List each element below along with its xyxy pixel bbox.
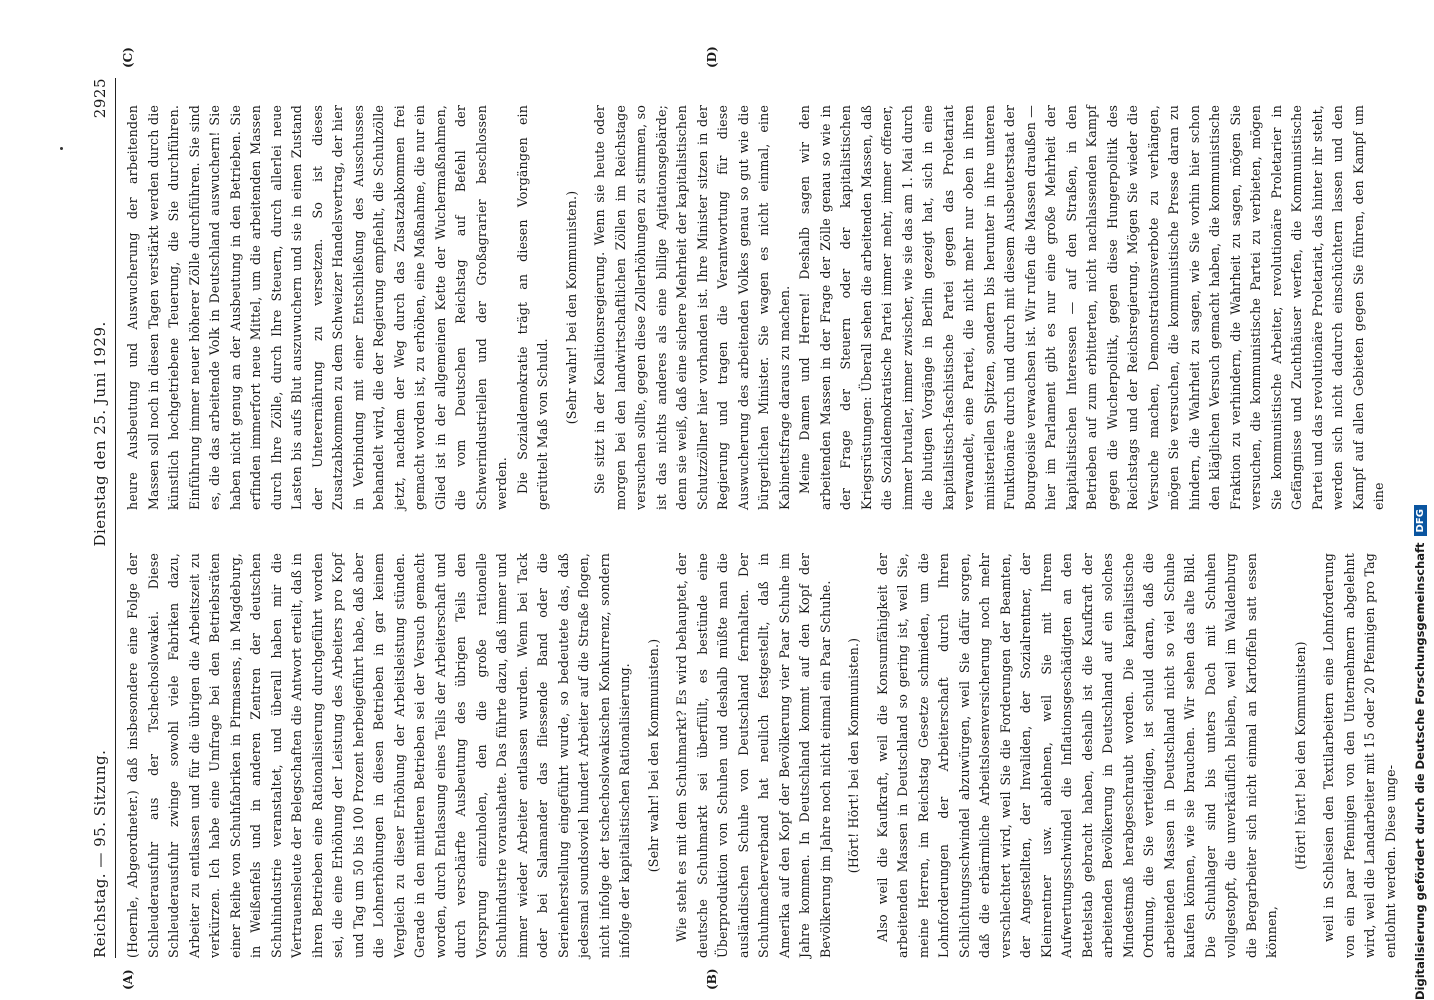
margin-marker-d: (D) <box>705 46 719 68</box>
margin-marker-c: (C) <box>121 47 135 68</box>
margin-marker-a: (A) <box>121 969 135 990</box>
page-header <box>85 78 116 958</box>
rotated-page <box>85 46 1398 990</box>
paragraph: (Hoernle, Abgeordneter.) daß insbesondere eine Folge der Schleuderausfuhr aus der Tschechoslowakei. Diese Schleuderausfuhr zwinge sowohl viele Fabriken dazu, Arbeiter zu entlassen und für die übrigen die Arbeitszeit zu verkürzen. Ich habe eine Umfrage bei den Betriebsräten einer Reihe von Schuhfabriken in Pirmasens, in Magdeburg, in Weißenfels und in anderen Zentren der deutschen Schuhindustrie veranstaltet, und überall haben mir die Vertrauensleute der Belegschaften die Antwort erteilt, daß in ihren Betrieben eine Rationalisierung durchgeführt worden sei, die eine Erhöhung der Leistung des Arbeiters pro Kopf und Tag um 50 bis 100 Prozent herbeigeführt habe, daß aber die Lohnerhöhungen in diesen Betrieben in gar keinem Vergleich zu dieser Erhöhung der Arbeitsleistung stünden. Gerade in den mittleren Betrieben sei der Versuch gemacht worden, durch Entlassung eines Teils der Arbeiterschaft und durch verschärfte Ausbeutung des übrigen Teils den Vorsprung einzuholen, den die große rationelle Schuhindustrie voraushatte. Das führte dazu, daß immer und immer wieder Arbeiter entlassen wurden. Wenn bei Tack oder bei Salamander das fliessende Band oder die Serienherstellung eingeführt wurde, so bedeutete das, daß jedesmal soundsoviel hundert Arbeiter auf die Straße flogen, nicht infolge der tschechoslowakischen Konkurrenz, sondern infolge der kapitalistischen Rationalisierung. <box>125 553 632 958</box>
dfg-notice-text: Digitalisierung gefördert durch die Deutsche Forschungsgemeinschaft <box>1413 542 1427 1000</box>
interjection: (Hört! hört! bei den Kommunisten) <box>1292 641 1308 870</box>
scan-speck <box>60 147 63 150</box>
page-number: 2925 <box>91 78 109 119</box>
left-column <box>123 553 1401 958</box>
paragraph: Meine Damen und Herren! Deshalb sagen wir den arbeitenden Massen in der Frage der Zölle genau so wie in der Frage der Steuern oder der kapitalistischen Kriegsrüstungen: Überall sehen die arbeitenden Massen, daß die Sozialdemokratische Partei immer mehr, immer offener, immer brutaler, immer zwischer, wie sie das am 1. Mai durch die blutigen Vorgänge in Berlin gezeigt hat, sich in eine kapitalistisch-faschistische Partei gegen das Proletariat verwandelt, eine Partei, die nicht mehr nur oben in ihren ministeriellen Spitzen, sondern bis herunter in ihre unteren Funktionäre durch und durch mit diesem Ausbeuterstaat der Bourgeoisie verwachsen ist. Wir rufen die Massen draußen — hier im Parlament gibt es nur eine große Mehrheit der kapitalistischen Interessen — auf den Straßen, in den Betrieben auf zum erbitterten, nicht nachlassenden Kampf gegen die Wucherpolitik, gegen diese Hungerpolitik des Reichstags und der Reichsregierung. Mögen Sie wieder die Versuche machen, Demonstrationsverbote zu verhängen, mögen Sie versuchen, die kommunistische Presse daran zu hindern, die Wahrheit zu sagen, wie Sie vorhin hier schon den kläglichen Versuch gemacht haben, die kommunistische Fraktion zu verhindern, die Wahrheit zu sagen, mögen Sie versuchen, die kommunistische Partei zu verbieten, mögen Sie kommunistische Arbeiter, revolutionäre Proletarier in Gefängnisse und Zuchthäuser werfen, die Kommunistische Partei und das revolutionäre Proletariat, das hinter ihr steht, werden sich nicht dadurch einschüchtern lassen und den Kampf auf allen Gebieten gegen Sie führen, den Kampf um eine <box>797 105 1386 510</box>
header-session: Reichstag. — 95. Sitzung. <box>91 749 109 958</box>
dfg-logo: DFG <box>1414 505 1427 536</box>
interjection: (Sehr wahr! bei den Kommunisten.) <box>645 638 661 873</box>
interjection: (Sehr wahr! bei den Kommunisten.) <box>563 190 579 425</box>
header-date: Dienstag den 25. Juni 1929. <box>91 321 109 547</box>
paragraph: heure Ausbeutung und Auswucherung der arbeitenden Massen soll noch in diesen Tagen verstärkt werden durch die künstlich hochgetriebene Teuerung, die Sie durchführen. Einführung immer neuer höherer Zölle durchführen. Sie sind es, die das arbeitende Volk in Deutschland auswuchern! Sie haben nicht genug an der Ausbeutung in den Betrieben. Sie erfinden immerfort neue Mittel, um die arbeitenden Massen durch Ihre Zölle, durch Ihre Steuern, durch allerlei neue Lasten bis aufs Blut auszuwuchern und sie in einen Zustand der Unterernährung zu versetzen. So ist dieses Zusatzabkommen zu dem Schweizer Handelsvertrag, der hier in Verbindung mit einer Entschließung des Ausschusses behandelt wird, die der Regierung empfiehlt, die Schuhzölle jetzt, nachdem der Weg durch das Zusatzabkommen frei gemacht worden ist, zu erhöhen, eine Maßnahme, die nur ein Glied ist in der allgemeinen Kette der Wuchermaßnahmen, die vom Deutschen Reichstag auf Befehl der Schwerindustriellen und der Großagrarier beschlossen werden. <box>125 105 509 510</box>
paragraph: Sie sitzt in der Koalitionsregierung. Wenn sie heute oder morgen bei den landwirtschaftlichen Zöllen im Reichstage versuchen sollte, gegen diese Zollerhöhungen zu stimmen, so ist das nichts anderes als eine billige Agitationsgebärde; denn sie weiß, daß eine sichere Mehrheit der kapitalistischen Schutzzöllner hier vorhanden ist. Ihre Minister sitzen in der Regierung und tragen die Verantwortung für diese Auswucherung des arbeitenden Volkes genau so gut wie die bürgerlichen Minister. Sie wagen es nicht einmal, eine Kabinettsfrage daraus zu machen. <box>592 105 792 510</box>
paragraph: Also weil die Kaufkraft, weil die Konsumfähigkeit der arbeitenden Massen in Deutschland so gering ist, weil Sie, meine Herren, im Reichstag Gesetze schmieden, um die Lohnforderungen der Arbeiterschaft durch Ihren Schlichtungsschwindel abzuwürgen, weil Sie dafür sorgen, daß die erbärmliche Arbeitslosenversicherung noch mehr verschlechtert wird, weil Sie die Forderungen der Beamten, der Angestellten, der Invaliden, der Sozialrentner, der Kleinrentner usw. ablehnen, weil Sie mit Ihrem Aufwertungsschwindel die Inflationsgeschädigten an den Bettelstab gebracht haben, deshalb ist die Kaufkraft der arbeitenden Bevölkerung in Deutschland auf ein solches Mindestmaß herabgeschraubt worden. Die kapitalistische Ordnung, die Sie verteidigen, ist schuld daran, daß die arbeitenden Massen in Deutschland nicht so viel Schuhe kaufen können, wie sie brauchen. Wir sehen das alte Bild. Die Schuhlager sind bis unters Dach mit Schuhen vollgestopft, die unverkäuflich bleiben, weil im Waldenburg die Bergarbeiter sich nicht einmal an Kartoffeln satt essen können, <box>874 553 1279 958</box>
interjection: (Hört! Hört! bei den Kommunisten.) <box>846 637 861 874</box>
right-column <box>123 105 1390 510</box>
paragraph: Die Sozialdemokratie trägt an diesen Vorgängen ein gerüttelt Maß von Schuld. <box>514 105 550 510</box>
paragraph: Wie steht es mit dem Schuhmarkt? Es wird behauptet, der deutsche Schuhmarkt sei überfüllt, es bestünde eine Überproduktion von Schuhen und deshalb müßte man die ausländischen Schuhe von Deutschland fernhalten. Der Schuhmacherverband hat neulich festgestellt, daß in Amerika auf den Kopf der Bevölkerung vier Paar Schuhe im Jahre kommen. In Deutschland kommt auf den Kopf der Bevölkerung im Jahre noch nicht einmal ein Paar Schuhe. <box>674 553 833 958</box>
paragraph: weil in Schlesien den Textilarbeitern eine Lohnforderung von ein paar Pfennigen von den Unternehmern abgelehnt wird, weil die Landarbeiter mit 15 oder 20 Pfennigen pro Tag entlohnt werden. Diese unge- <box>1321 553 1398 958</box>
margin-marker-b: (B) <box>705 968 719 990</box>
dfg-notice <box>1413 505 1427 1000</box>
